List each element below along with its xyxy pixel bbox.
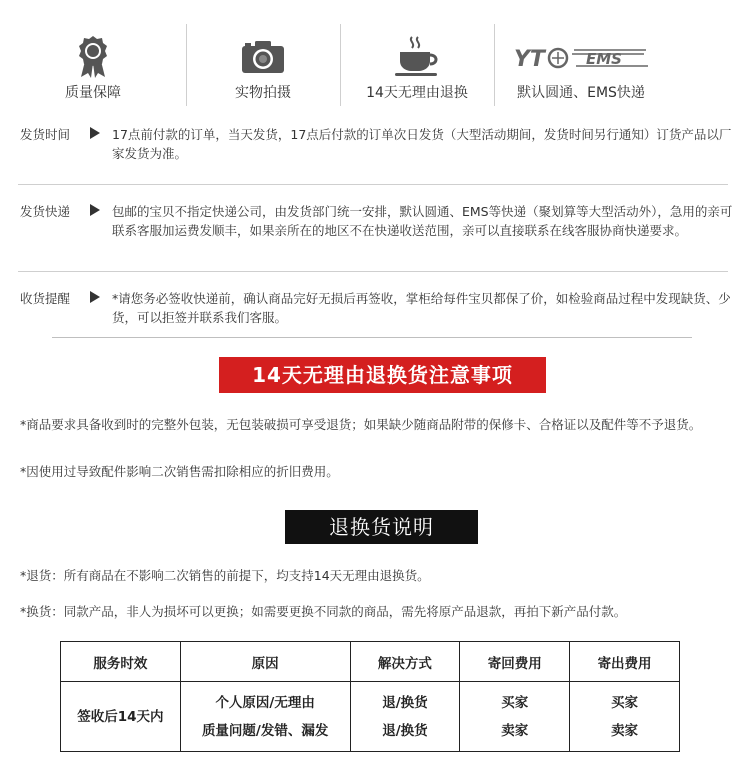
table-row xyxy=(61,682,680,752)
solution-item: 退/换货 xyxy=(382,722,428,739)
feature-real-photo xyxy=(188,0,338,112)
service-table xyxy=(60,641,680,752)
play-arrow-icon xyxy=(90,291,100,303)
feature-quality xyxy=(18,0,168,112)
feature-courier xyxy=(496,0,666,112)
return-note: *商品要求具备收到时的完整外包装，无包装破损可享受退货；如果缺少随商品附带的保修卡、合格证以及配件等不予退货。 xyxy=(20,417,702,432)
award-ribbon-icon xyxy=(18,34,168,80)
exchange-explanation-banner: 退换货说明 xyxy=(285,510,478,544)
table-cell-return-cost xyxy=(460,682,570,752)
play-arrow-icon xyxy=(90,127,100,139)
divider xyxy=(494,24,495,106)
camera-icon xyxy=(188,34,338,80)
info-row-courier xyxy=(0,202,750,262)
divider xyxy=(186,24,187,106)
play-arrow-icon xyxy=(90,204,100,216)
send-cost-item: 买家 xyxy=(611,694,639,711)
table-header: 解决方式 xyxy=(350,642,460,682)
return-cost-item: 买家 xyxy=(501,694,529,711)
feature-label: 14天无理由退换 xyxy=(366,85,468,101)
exchange-note: *换货：同款产品，非人为损坏可以更换；如需要更换不同款的商品，需先将原产品退款，再拍下新产品付款。 xyxy=(20,604,627,619)
courier-logos-icon xyxy=(496,34,666,80)
info-row-receipt-reminder xyxy=(0,289,750,329)
solution-item: 退/换货 xyxy=(382,694,428,711)
feature-14-day-return xyxy=(342,0,492,112)
table-header-row xyxy=(61,642,680,682)
send-cost-item: 卖家 xyxy=(611,722,639,739)
table-cell-send-cost xyxy=(570,682,680,752)
return-cost-item: 卖家 xyxy=(501,722,529,739)
exchange-note: *退货：所有商品在不影响二次销售的前提下，均支持14天无理由退换货。 xyxy=(20,568,430,583)
feature-bar xyxy=(0,0,750,112)
info-row-shipping-time xyxy=(0,125,750,170)
feature-label: 质量保障 xyxy=(65,85,121,101)
divider xyxy=(340,24,341,106)
table-header: 寄回费用 xyxy=(460,642,570,682)
return-notice-banner: 14天无理由退换货注意事项 xyxy=(219,357,546,393)
info-key: 发货时间 xyxy=(20,127,71,142)
ems-logo-text: EMS xyxy=(586,50,622,68)
coffee-cup-icon xyxy=(342,34,492,80)
reason-item: 个人原因/无理由 xyxy=(215,694,315,711)
table-header: 原因 xyxy=(180,642,350,682)
reason-item: 质量问题/发错、漏发 xyxy=(201,722,329,739)
info-text: *请您务必签收快递前，确认商品完好无损后再签收，掌柜给每件宝贝都保了价，如检验商品过程中发现缺货、少货，可以拒签并联系我们客服。 xyxy=(112,291,731,325)
yto-logo-text: YT xyxy=(514,47,545,72)
info-key: 收货提醒 xyxy=(20,291,71,306)
feature-label: 实物拍摄 xyxy=(235,85,291,101)
info-key: 发货快递 xyxy=(20,204,71,219)
info-text: 包邮的宝贝不指定快递公司，由发货部门统一安排，默认圆通、EMS等快递（聚划算等大型活动外），急用的亲可联系客服加运费发顺丰，如果亲所在的地区不在快递收送范围，亲可以直接联系在线客服协商快递要求。 xyxy=(112,204,733,238)
table-cell-period: 签收后14天内 xyxy=(61,682,181,752)
divider xyxy=(52,337,692,338)
return-note: *因使用过导致配件影响二次销售需扣除相应的折旧费用。 xyxy=(20,464,339,479)
table-header: 寄出费用 xyxy=(570,642,680,682)
info-text: 17点前付款的订单，当天发货，17点后付款的订单次日发货（大型活动期间，发货时间另行通知）订货产品以厂家发货为准。 xyxy=(112,127,732,161)
divider xyxy=(18,271,728,272)
feature-label: 默认圆通、EMS快递 xyxy=(517,85,645,101)
table-cell-reasons xyxy=(180,682,350,752)
table-cell-solutions xyxy=(350,682,460,752)
table-header: 服务时效 xyxy=(61,642,181,682)
divider xyxy=(18,184,728,185)
